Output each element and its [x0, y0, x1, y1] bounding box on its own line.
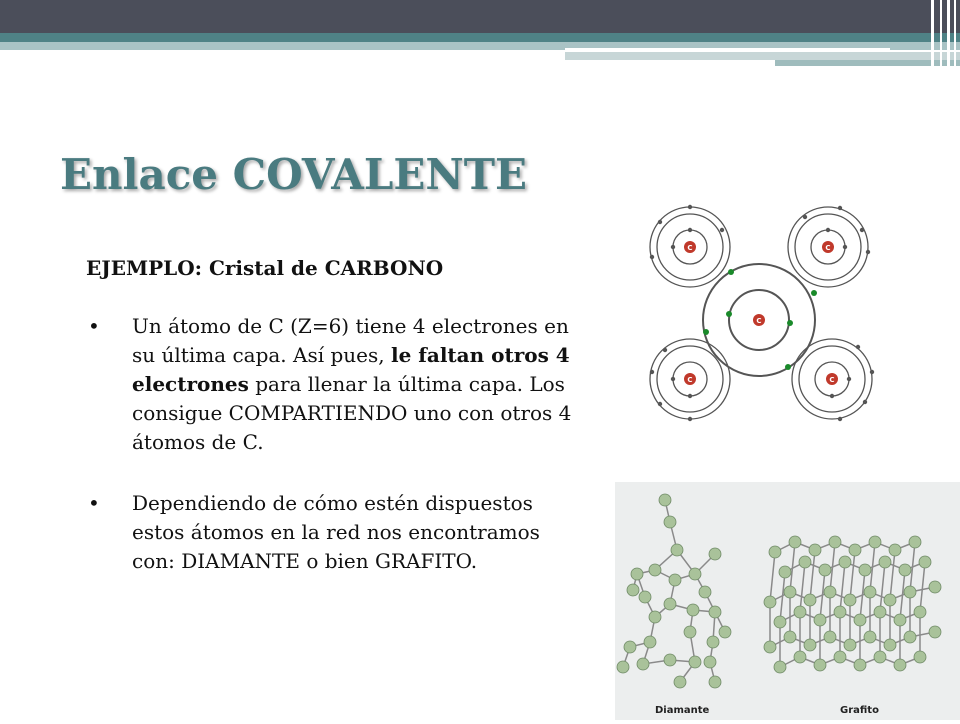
top-band-stripe — [565, 52, 960, 60]
diamond-caption: Diamante — [655, 705, 710, 716]
decor-line — [947, 0, 950, 66]
decor-line — [931, 0, 934, 66]
bullet-text: para llenar la última capa. Los consigue COMPARTIENDO uno con otros 4 átomos de C. — [132, 372, 572, 454]
atom-label: C — [687, 376, 693, 384]
bullet-marker: • — [88, 314, 100, 338]
atom-label: C — [756, 317, 762, 325]
bullet-marker: • — [88, 491, 100, 515]
bullet-text: Dependiendo de cómo estén dispuestos estos átomos en la red nos encontramos con: DIAMANTE o bien GRAFITO. — [132, 491, 540, 573]
decor-line — [940, 0, 942, 66]
bullet-item — [86, 489, 586, 576]
slide-title: Enlace COVALENTE — [60, 150, 528, 199]
lattice-structures — [615, 482, 960, 720]
carbon-bond-diagram — [640, 192, 900, 432]
top-band-dark — [0, 0, 960, 33]
lattice-illustration — [615, 482, 960, 720]
graphite-caption: Grafito — [840, 705, 879, 716]
bullet-list — [86, 312, 586, 608]
atom-label: C — [829, 376, 835, 384]
atom-label: C — [825, 244, 831, 252]
atom-label: C — [687, 244, 693, 252]
bullet-text: Un átomo de C (Z=6) tiene 4 electrones en su última capa. Así pues, — [132, 314, 569, 367]
bullet-item — [86, 312, 586, 457]
top-band-stripe — [565, 60, 775, 63]
example-heading: EJEMPLO: Cristal de CARBONO — [86, 256, 444, 280]
bullet-emphasis: le faltan otros 4 electrones — [132, 343, 570, 396]
top-band-teal — [0, 33, 960, 42]
decor-line — [954, 0, 956, 66]
